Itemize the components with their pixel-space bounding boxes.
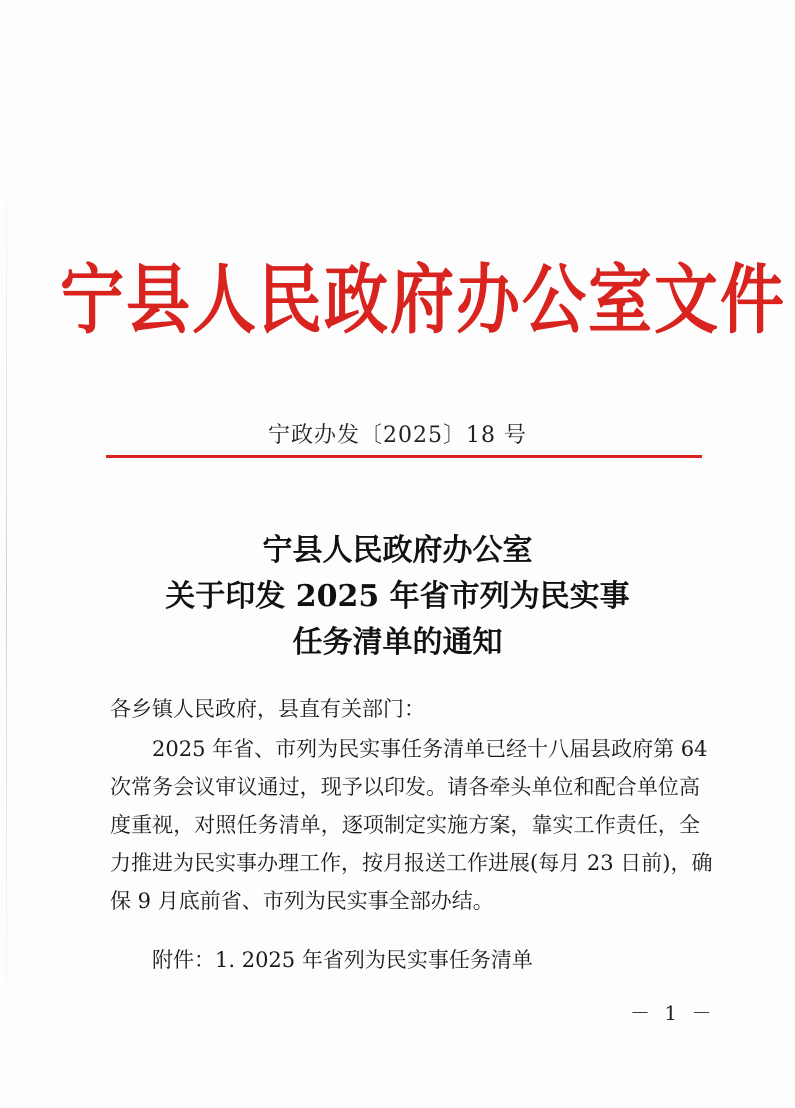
document-number: 宁政办发〔2025〕18 号 bbox=[268, 423, 527, 448]
paragraph-line: 保 9 月底前省、市列为民实事全部办结。 bbox=[110, 889, 494, 913]
issuer-red-header: 宁县人民政府办公室文件 bbox=[60, 256, 786, 346]
page-number: － 1 － bbox=[630, 1001, 716, 1025]
paragraph-line: 度重视，对照任务清单，逐项制定实施方案，靠实工作责任，全 bbox=[110, 813, 700, 837]
notice-title bbox=[0, 528, 795, 666]
paragraph-line: 次常务会议审议通过，现予以印发。请各牵头单位和配合单位高 bbox=[110, 775, 700, 799]
paragraph-line: 2025 年省、市列为民实事任务清单已经十八届县政府第 64 bbox=[152, 737, 708, 761]
notice-title-line-2: 关于印发 2025 年省市列为民实事 bbox=[165, 579, 630, 614]
notice-title-line-1: 宁县人民政府办公室 bbox=[262, 533, 533, 568]
body-paragraph bbox=[110, 730, 713, 920]
salutation: 各乡镇人民政府，县直有关部门： bbox=[110, 697, 425, 721]
attachment-list: 附件：1. 2025 年省列为民实事任务清单 bbox=[152, 948, 533, 972]
paragraph-line: 力推进为民实事办理工作，按月报送工作进展(每月 23 日前)，确 bbox=[110, 851, 713, 875]
notice-title-line-3: 任务清单的通知 bbox=[292, 625, 503, 660]
red-separator-line bbox=[106, 455, 702, 458]
